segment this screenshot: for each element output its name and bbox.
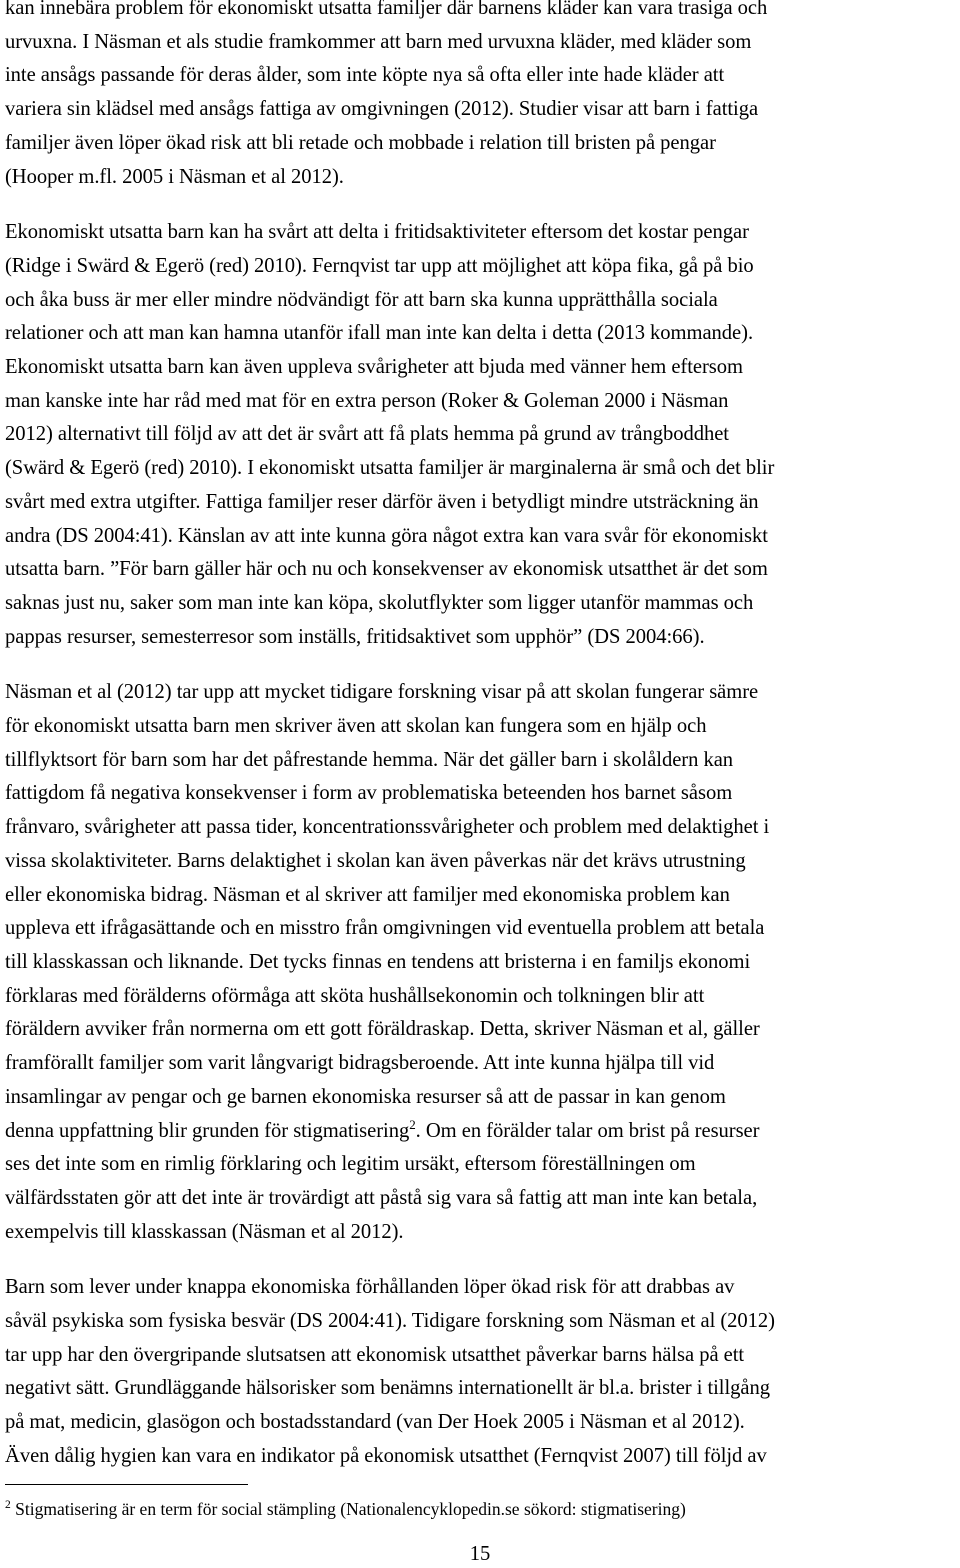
text-line: Näsman et al (2012) tar upp att mycket tidigare forskning visar på att skolan fungerar sämre <box>5 681 759 704</box>
text-line: föräldern avviker från normerna om ett gott föräldraskap. Detta, skriver Näsman et al, gäller <box>5 1018 760 1041</box>
text-line: kan innebära problem för ekonomiskt utsatta familjer där barnens kläder kan vara trasiga och <box>5 0 768 19</box>
text-line: andra (DS 2004:41). Känslan av att inte kunna göra något extra kan vara svår för ekonomiskt <box>5 524 768 547</box>
text-line: Ekonomiskt utsatta barn kan ha svårt att delta i fritidsaktiviteter eftersom det kostar pengar <box>5 221 749 244</box>
text-line: exempelvis till klasskassan (Näsman et al 2012). <box>5 1220 404 1243</box>
text-line: för ekonomiskt utsatta barn men skriver även att skolan kan fungera som en hjälp och <box>5 715 707 738</box>
text-line: till klasskassan och liknande. Det tycks finnas en tendens att bristerna i en familjs ekonomi <box>5 950 751 973</box>
text-line: insamlingar av pengar och ge barnen ekonomiska resurser så att de passar in kan genom <box>5 1085 726 1108</box>
paragraph-leisure <box>5 216 950 654</box>
text-line: tar upp har den övergripande slutsatsen att ekonomisk utsatthet påverkar barns hälsa på ett <box>5 1343 745 1366</box>
page-number: 15 <box>469 1543 491 1565</box>
text-segment: denna uppfattning blir grunden för stigmatisering <box>5 1119 410 1142</box>
paragraph-health <box>5 1271 950 1473</box>
footnote-text: Stigmatisering är en term för social stämpling (Nationalencyklopedin.se sökord: stigmatisering) <box>15 1499 686 1519</box>
text-line: saknas just nu, saker som man inte kan köpa, skolutflykter som ligger utanför mammas och <box>5 591 754 614</box>
text-line: 2012) alternativt till följd av att det är svårt att få plats hemma på grund av trångboddhet <box>5 423 729 446</box>
text-line: på mat, medicin, glasögon och bostadsstandard (van Der Hoek 2005 i Näsman et al 2012). <box>5 1411 745 1434</box>
text-line: fattigdom få negativa konsekvenser i form av problematiska beteenden hos barnet såsom <box>5 782 733 805</box>
text-line: eller ekonomiska bidrag. Näsman et al skriver att familjer med ekonomiska problem kan <box>5 883 730 906</box>
text-line: variera sin klädsel med ansågs fattiga av omgivningen (2012). Studier visar att barn i fattiga <box>5 98 759 121</box>
text-line: framförallt familjer som varit långvarigt bidragsberoende. Att inte kunna hjälpa till vid <box>5 1052 715 1075</box>
text-line: ses det inte som en rimlig förklaring och legitim ursäkt, eftersom föreställningen om <box>5 1153 696 1176</box>
text-line: man kanske inte har råd med mat för en extra person (Roker & Goleman 2000 i Näsman <box>5 389 729 412</box>
text-line: familjer även löper ökad risk att bli retade och mobbade i relation till bristen på pengar <box>5 131 716 154</box>
document-page <box>5 0 950 1474</box>
footnote-number: 2 <box>5 1499 11 1511</box>
text-line: förklaras med förälderns oförmåga att sköta hushållsekonomin och tolkningen blir att <box>5 984 705 1007</box>
text-line: tillflyktsort för barn som har det påfrestande hemma. När det gäller barn i skolåldern kan <box>5 748 734 771</box>
text-line: Ekonomiskt utsatta barn kan även uppleva svårigheter att bjuda med vänner hem eftersom <box>5 356 743 379</box>
text-line: och åka buss är mer eller mindre nödvändigt för att barn ska kunna upprätthålla sociala <box>5 288 718 311</box>
text-line: välfärdsstaten gör att det inte är trovärdigt att påstå sig vara så fattig att man inte kan betala, <box>5 1186 758 1209</box>
footnote-reference[interactable]: 2 <box>409 1116 416 1132</box>
text-line: inte ansågs passande för deras ålder, som inte köpte nya så ofta eller inte hade kläder att <box>5 64 725 87</box>
paragraph-clothing <box>5 0 950 194</box>
text-line: urvuxna. I Näsman et als studie framkommer att barn med urvuxna kläder, med kläder som <box>5 30 752 53</box>
text-segment: . Om en förälder talar om brist på resurser <box>415 1119 760 1142</box>
text-line: frånvaro, svårigheter att passa tider, koncentrationssvårigheter och problem med delaktighet i <box>5 816 770 839</box>
paragraph-school <box>5 676 950 1249</box>
text-line: utsatta barn. ”För barn gäller här och nu och konsekvenser av ekonomisk utsatthet är det som <box>5 558 768 581</box>
paragraph-gap <box>5 1249 950 1271</box>
text-line: vissa skolaktiviteter. Barns delaktighet i skolan kan även påverkas när det krävs utrustning <box>5 849 746 872</box>
text-line: negativt sätt. Grundläggande hälsorisker som benämns internationellt är bl.a. brister i tillgång <box>5 1377 770 1400</box>
text-line: (Hooper m.fl. 2005 i Näsman et al 2012). <box>5 165 344 188</box>
text-line-with-footnote-ref <box>5 1115 950 1149</box>
text-line: uppleva ett ifrågasättande och en misstro från omgivningen vid eventuella problem att betala <box>5 917 765 940</box>
text-line: Barn som lever under knappa ekonomiska förhållanden löper ökad risk för att drabbas av <box>5 1276 735 1299</box>
text-line: svårt med extra utgifter. Fattiga familjer reser därför även i betydligt mindre utsträckning än <box>5 490 759 513</box>
paragraph-gap <box>5 654 950 676</box>
text-line: pappas resurser, semesterresor som inställs, fritidsaktivet som upphör” (DS 2004:66). <box>5 625 705 648</box>
text-line: (Swärd & Egerö (red) 2010). I ekonomiskt utsatta familjer är marginalerna är små och det blir <box>5 457 775 480</box>
text-line: Även dålig hygien kan vara en indikator på ekonomisk utsatthet (Fernqvist 2007) till följd av <box>5 1444 767 1467</box>
text-line: (Ridge i Swärd & Egerö (red) 2010). Fernqvist tar upp att möjlighet att köpa fika, gå på bio <box>5 254 754 277</box>
text-line: såväl psykiska som fysiska besvär (DS 2004:41). Tidigare forskning som Näsman et al (2012) <box>5 1310 775 1333</box>
text-line: relationer och att man kan hamna utanför ifall man inte kan delta i detta (2013 kommande). <box>5 322 754 345</box>
footnote <box>5 1497 686 1521</box>
paragraph-gap <box>5 194 950 216</box>
footnote-separator <box>5 1484 248 1485</box>
